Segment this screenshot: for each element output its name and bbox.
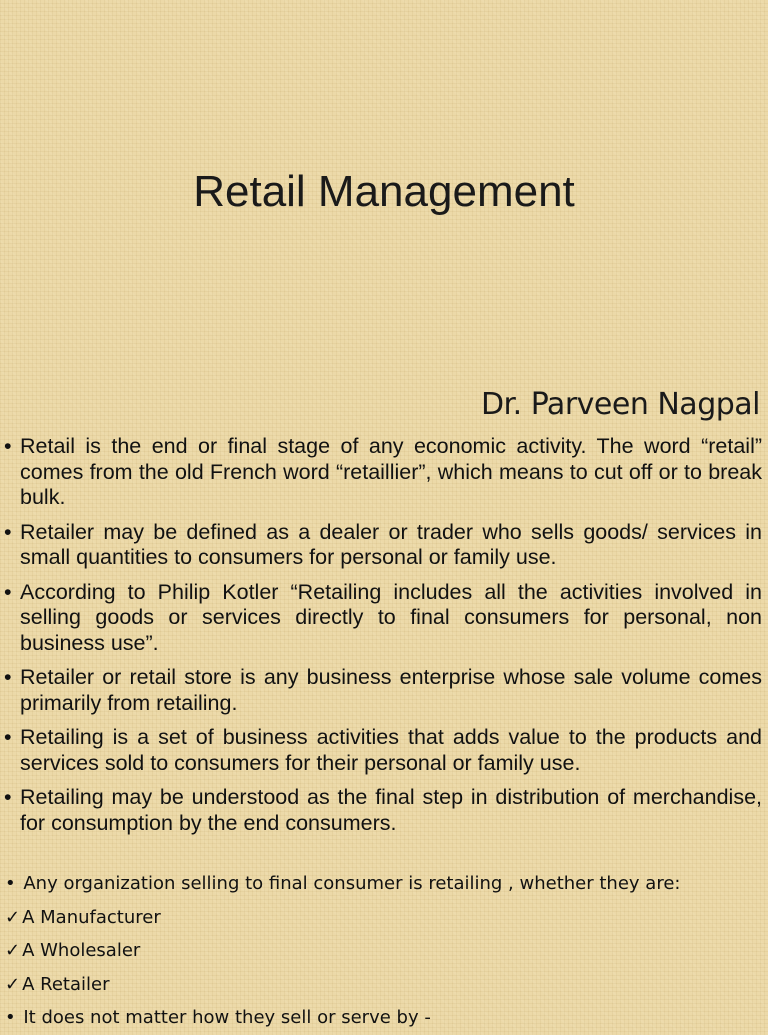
check-item	[0, 968, 768, 1002]
check-item	[0, 901, 768, 935]
bullet-text: According to Philip Kotler “Retailing includes all the activities involved in selling goods or services directly to final consumers for personal, non business use”.	[20, 579, 762, 655]
bullet-text: Retailer or retail store is any business enterprise whose sale volume comes primarily from retailing.	[20, 665, 762, 715]
bullet-icon: •	[4, 579, 12, 604]
bullet-icon: •	[4, 725, 12, 749]
check-item-text: A Retailer	[22, 973, 110, 995]
bullet-icon: •	[5, 873, 16, 894]
checkmark-icon: ✓	[5, 940, 21, 961]
bullet-item	[0, 580, 768, 657]
bullet-text: Retailer may be defined as a dealer or trader who sells goods/ services in small quantities to consumers for personal or family use.	[20, 519, 762, 569]
retailer-types-list	[0, 867, 768, 1035]
bullet-icon: •	[4, 519, 12, 544]
bullet-text: Retailing is a set of business activities that adds value to the products and services sold to consumers for their personal or family use.	[20, 725, 762, 775]
bullet-item	[0, 520, 768, 571]
list-intro-text: Any organization selling to final consumer is retailing , whether they are:	[23, 873, 681, 894]
bullet-icon: •	[4, 665, 12, 689]
slide-title: Retail Management	[193, 167, 575, 216]
bullet-item	[0, 665, 768, 716]
check-item-text: A Manufacturer	[22, 906, 161, 928]
list-intro-item	[0, 867, 768, 901]
bullet-item	[0, 725, 768, 776]
bullet-icon: •	[4, 434, 12, 458]
author-name: Dr. Parveen Nagpal	[480, 387, 760, 422]
list-last-item	[0, 1001, 768, 1035]
checkmark-icon: ✓	[5, 906, 21, 928]
bullet-icon: •	[4, 785, 12, 809]
bullet-text: Retailing may be understood as the final step in distribution of merchandise, for consumption by the end consumers.	[20, 785, 762, 835]
bullet-item	[0, 785, 768, 836]
bullet-icon: •	[5, 1007, 16, 1028]
checkmark-icon: ✓	[5, 973, 21, 995]
check-item	[0, 934, 768, 968]
bullet-text: Retail is the end or final stage of any economic activity. The word “retail” comes from the old French word “retaillier”, which means to cut off or to break bulk.	[20, 434, 762, 509]
bullet-item	[0, 434, 768, 511]
list-last-text: It does not matter how they sell or serve by -	[23, 1007, 431, 1028]
check-item-text: A Wholesaler	[22, 940, 141, 961]
definition-bullet-list	[0, 434, 768, 845]
